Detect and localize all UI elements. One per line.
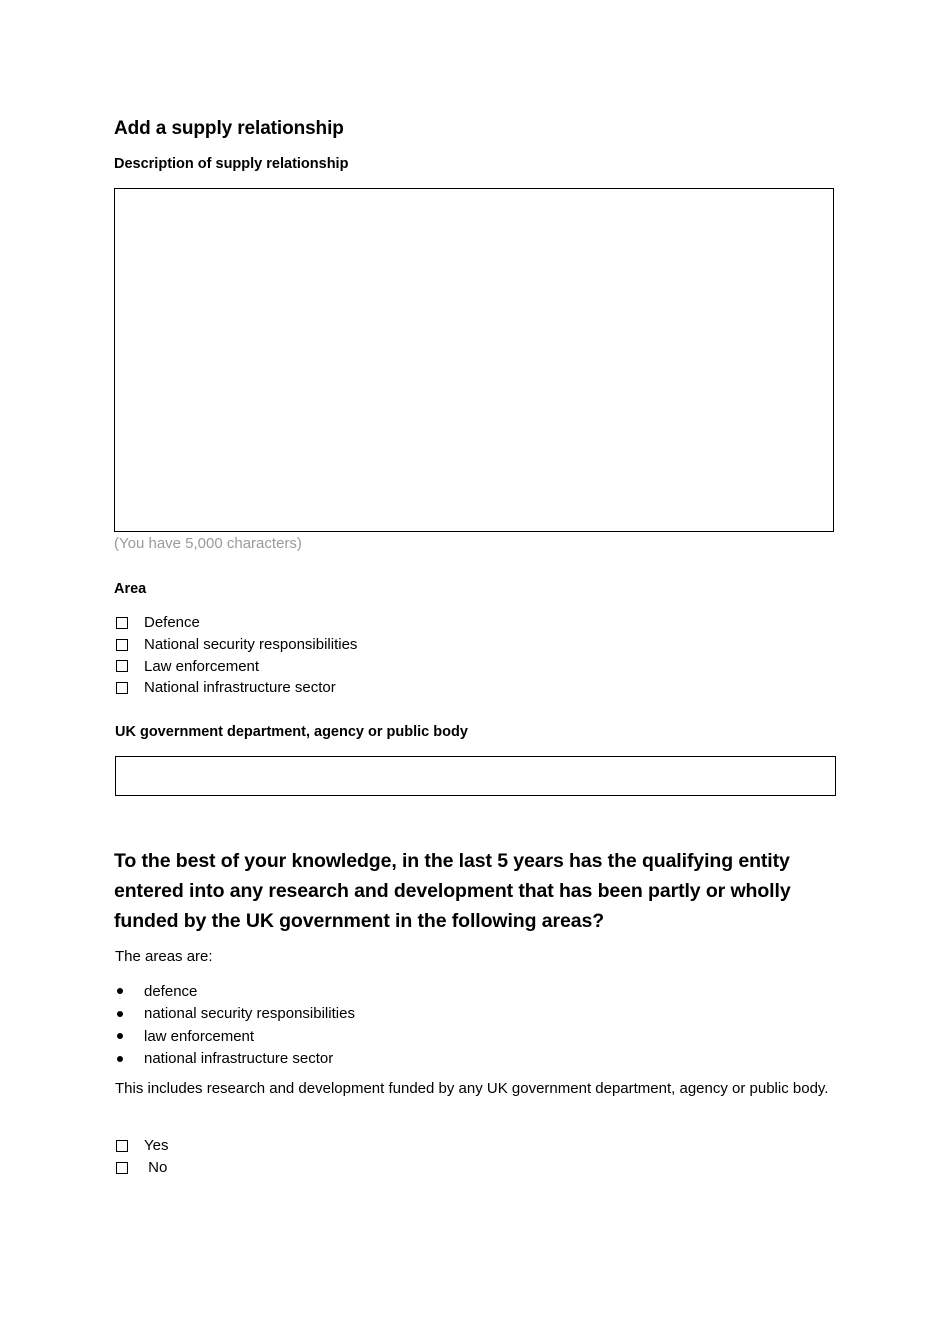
checkbox[interactable] (116, 1140, 128, 1152)
list-item: national infrastructure sector (114, 1048, 355, 1071)
area-option-national-infrastructure[interactable] (114, 677, 357, 699)
area-option-defence[interactable] (114, 612, 357, 634)
checkbox-label: National security responsibilities (144, 636, 358, 654)
checkbox-label: National infrastructure sector (144, 679, 336, 697)
area-checkbox-list (114, 612, 357, 699)
option-yes[interactable] (114, 1135, 168, 1157)
checkbox[interactable] (116, 1162, 128, 1174)
checkbox[interactable] (116, 660, 128, 672)
description-textarea[interactable] (114, 188, 834, 532)
bullet-icon (117, 1033, 123, 1039)
bullet-icon (117, 1056, 123, 1062)
bullet-icon (117, 988, 123, 994)
areas-intro: The areas are: (115, 948, 213, 965)
list-item: law enforcement (114, 1025, 355, 1048)
option-no[interactable] (114, 1157, 168, 1179)
character-count-hint: (You have 5,000 characters) (114, 535, 302, 552)
areas-bullet-list (114, 980, 355, 1070)
checkbox-label: Defence (144, 614, 200, 632)
checkbox[interactable] (116, 617, 128, 629)
checkbox[interactable] (116, 639, 128, 651)
department-input[interactable] (115, 756, 836, 796)
department-label: UK government department, agency or public body (115, 724, 468, 740)
rd-question-heading: To the best of your knowledge, in the last 5 years has the qualifying entity entered into any research and development that has been partly or wholly funded by the UK government in the following areas? (114, 850, 791, 932)
checkbox-label: Yes (144, 1137, 169, 1155)
funding-note: This includes research and development funded by any UK government department, agency or public body. (115, 1080, 829, 1097)
area-label: Area (114, 581, 147, 597)
checkbox[interactable] (116, 682, 128, 694)
list-item: defence (114, 980, 355, 1003)
list-item: national security responsibilities (114, 1003, 355, 1026)
checkbox-label: No (144, 1159, 168, 1177)
checkbox-label: Law enforcement (144, 657, 260, 675)
yes-no-options (114, 1135, 168, 1178)
area-option-law-enforcement[interactable] (114, 655, 357, 677)
description-label: Description of supply relationship (114, 156, 349, 172)
section-title: Add a supply relationship (114, 118, 344, 139)
bullet-icon (117, 1011, 123, 1017)
area-option-national-security[interactable] (114, 634, 357, 656)
